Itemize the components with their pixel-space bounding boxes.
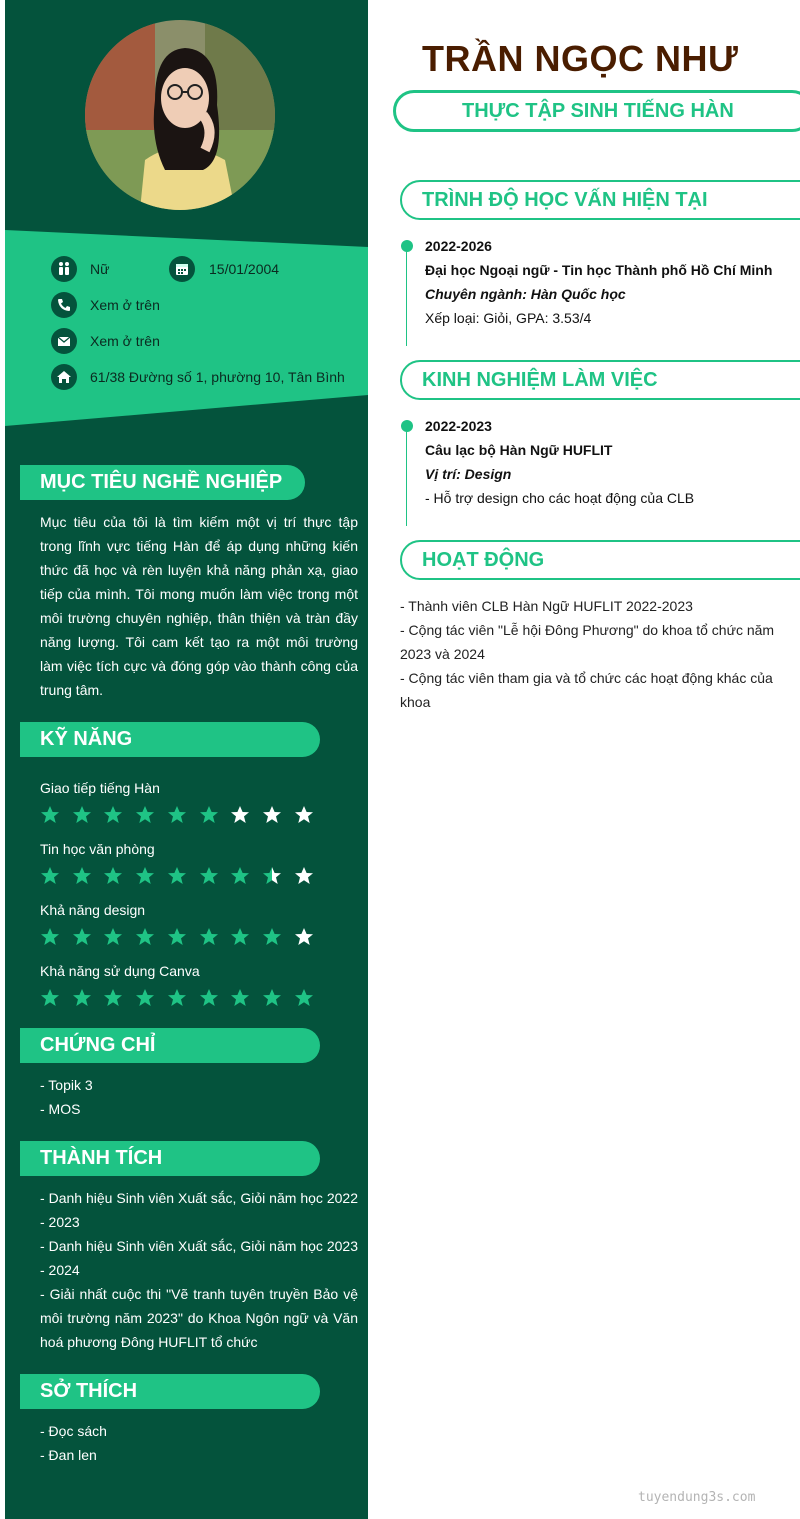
skill-rating (40, 927, 328, 947)
list-item: - Giải nhất cuộc thi "Vẽ tranh tuyên truyền Bảo vệ môi trường năm 2023" do Khoa Ngôn ngữ và Văn hoá phương Đông HUFLIT tổ chức (40, 1286, 358, 1350)
star-icon (230, 927, 250, 947)
skill-rating (40, 866, 328, 886)
experience-heading: KINH NGHIỆM LÀM VIỆC (400, 360, 800, 400)
candidate-name: TRẦN NGỌC NHƯ (422, 38, 739, 79)
star-icon (167, 927, 187, 947)
job-title: THỰC TẬP SINH TIẾNG HÀN (393, 90, 800, 132)
skill-name: Giao tiếp tiếng Hàn (40, 780, 160, 796)
star-icon (167, 805, 187, 825)
list-item: - Danh hiệu Sinh viên Xuất sắc, Giỏi năm học 2022 - 2023 (40, 1190, 358, 1230)
education-timeline-dot (401, 240, 413, 252)
star-icon (199, 988, 219, 1008)
experience-org: Câu lạc bộ Hàn Ngữ HUFLIT (425, 442, 613, 458)
calendar-icon (169, 256, 195, 282)
activities-list (400, 594, 785, 714)
star-icon (262, 988, 282, 1008)
career-goal-heading: MỤC TIÊU NGHỀ NGHIỆP (20, 465, 305, 500)
star-icon (40, 805, 60, 825)
experience-period: 2022-2023 (425, 418, 492, 434)
star-icon (40, 988, 60, 1008)
career-goal-text: Mục tiêu của tôi là tìm kiếm một vị trí thực tập trong lĩnh vực tiếng Hàn để áp dụng những kiến thức đã học và rèn luyện khả năng phản xạ, giao tiếp của mình. Tôi mong muốn làm việc trong một môi trường chuyên nghiệp, thân thiện và tràn đầy năng lượng. Tôi cam kết tạo ra một môi trường làm việc tích cực và đóng góp vào thành công của trung tâm. (40, 514, 358, 698)
star-icon (294, 866, 314, 886)
achievements-list (40, 1186, 358, 1354)
list-item: - Đan len (40, 1447, 97, 1463)
sidebar (5, 0, 368, 1519)
phone-icon (51, 292, 77, 318)
star-icon (262, 927, 282, 947)
star-icon (167, 866, 187, 886)
star-icon (294, 805, 314, 825)
star-icon (103, 988, 123, 1008)
email-text: Xem ở trên (90, 333, 160, 349)
star-icon (199, 866, 219, 886)
star-icon (199, 805, 219, 825)
education-grade: Xếp loại: Giỏi, GPA: 3.53/4 (425, 310, 592, 326)
education-timeline (406, 246, 407, 346)
star-icon (103, 927, 123, 947)
email-icon (51, 328, 77, 354)
star-icon (262, 805, 282, 825)
list-item: - Đọc sách (40, 1423, 107, 1439)
star-icon (72, 805, 92, 825)
skill-name: Khả năng sử dụng Canva (40, 963, 200, 979)
experience-timeline (406, 426, 407, 526)
star-icon (294, 927, 314, 947)
address-text: 61/38 Đường số 1, phường 10, Tân Bình (90, 369, 345, 385)
star-icon (230, 866, 250, 886)
education-heading: TRÌNH ĐỘ HỌC VẤN HIỆN TẠI (400, 180, 800, 220)
skill-rating (40, 805, 328, 825)
list-item: - Topik 3 (40, 1077, 93, 1093)
hobbies-list (40, 1419, 358, 1467)
star-icon (135, 805, 155, 825)
achievements-heading: THÀNH TÍCH (20, 1141, 320, 1176)
star-icon (199, 927, 219, 947)
experience-task: - Hỗ trợ design cho các hoạt động của CLB (425, 490, 695, 506)
skill-name: Tin học văn phòng (40, 841, 155, 857)
star-icon (103, 866, 123, 886)
avatar (85, 20, 275, 210)
list-item: - Cộng tác viên tham gia và tổ chức các hoạt động khác của khoa (400, 670, 773, 710)
star-icon (230, 988, 250, 1008)
phone-text: Xem ở trên (90, 297, 160, 313)
certificates-heading: CHỨNG CHỈ (20, 1028, 320, 1063)
star-icon (230, 805, 250, 825)
star-icon (72, 927, 92, 947)
education-period: 2022-2026 (425, 238, 492, 254)
star-icon (294, 988, 314, 1008)
education-school: Đại học Ngoại ngữ - Tin học Thành phố Hồ Chí Minh (425, 262, 773, 278)
star-icon (72, 988, 92, 1008)
gender-text: Nữ (90, 261, 110, 277)
hobbies-heading: SỞ THÍCH (20, 1374, 320, 1409)
skill-rating (40, 988, 328, 1008)
avatar-photo (85, 20, 275, 210)
star-icon (40, 927, 60, 947)
list-item: - MOS (40, 1101, 81, 1117)
birthday-text: 15/01/2004 (209, 261, 280, 277)
skill-name: Khả năng design (40, 902, 146, 918)
home-icon (51, 364, 77, 390)
star-icon (135, 866, 155, 886)
certificates-list (40, 1073, 358, 1121)
star-icon (135, 988, 155, 1008)
experience-role: Vị trí: Design (425, 466, 512, 482)
skills-heading: KỸ NĂNG (20, 722, 320, 757)
star-icon (103, 805, 123, 825)
star-icon (262, 866, 282, 886)
list-item: - Thành viên CLB Hàn Ngữ HUFLIT 2022-2023 (400, 598, 693, 614)
star-icon (135, 927, 155, 947)
list-item: - Cộng tác viên "Lễ hội Đông Phương" do khoa tổ chức năm 2023 và 2024 (400, 622, 775, 662)
star-icon (40, 866, 60, 886)
experience-timeline-dot (401, 420, 413, 432)
activities-heading: HOẠT ĐỘNG (400, 540, 800, 580)
star-icon (72, 866, 92, 886)
education-major: Chuyên ngành: Hàn Quốc học (425, 286, 626, 302)
watermark: tuyendung3s.com (638, 1490, 756, 1505)
star-icon (167, 988, 187, 1008)
gender-icon (51, 256, 77, 282)
list-item: - Danh hiệu Sinh viên Xuất sắc, Giỏi năm học 2023 - 2024 (40, 1238, 358, 1278)
